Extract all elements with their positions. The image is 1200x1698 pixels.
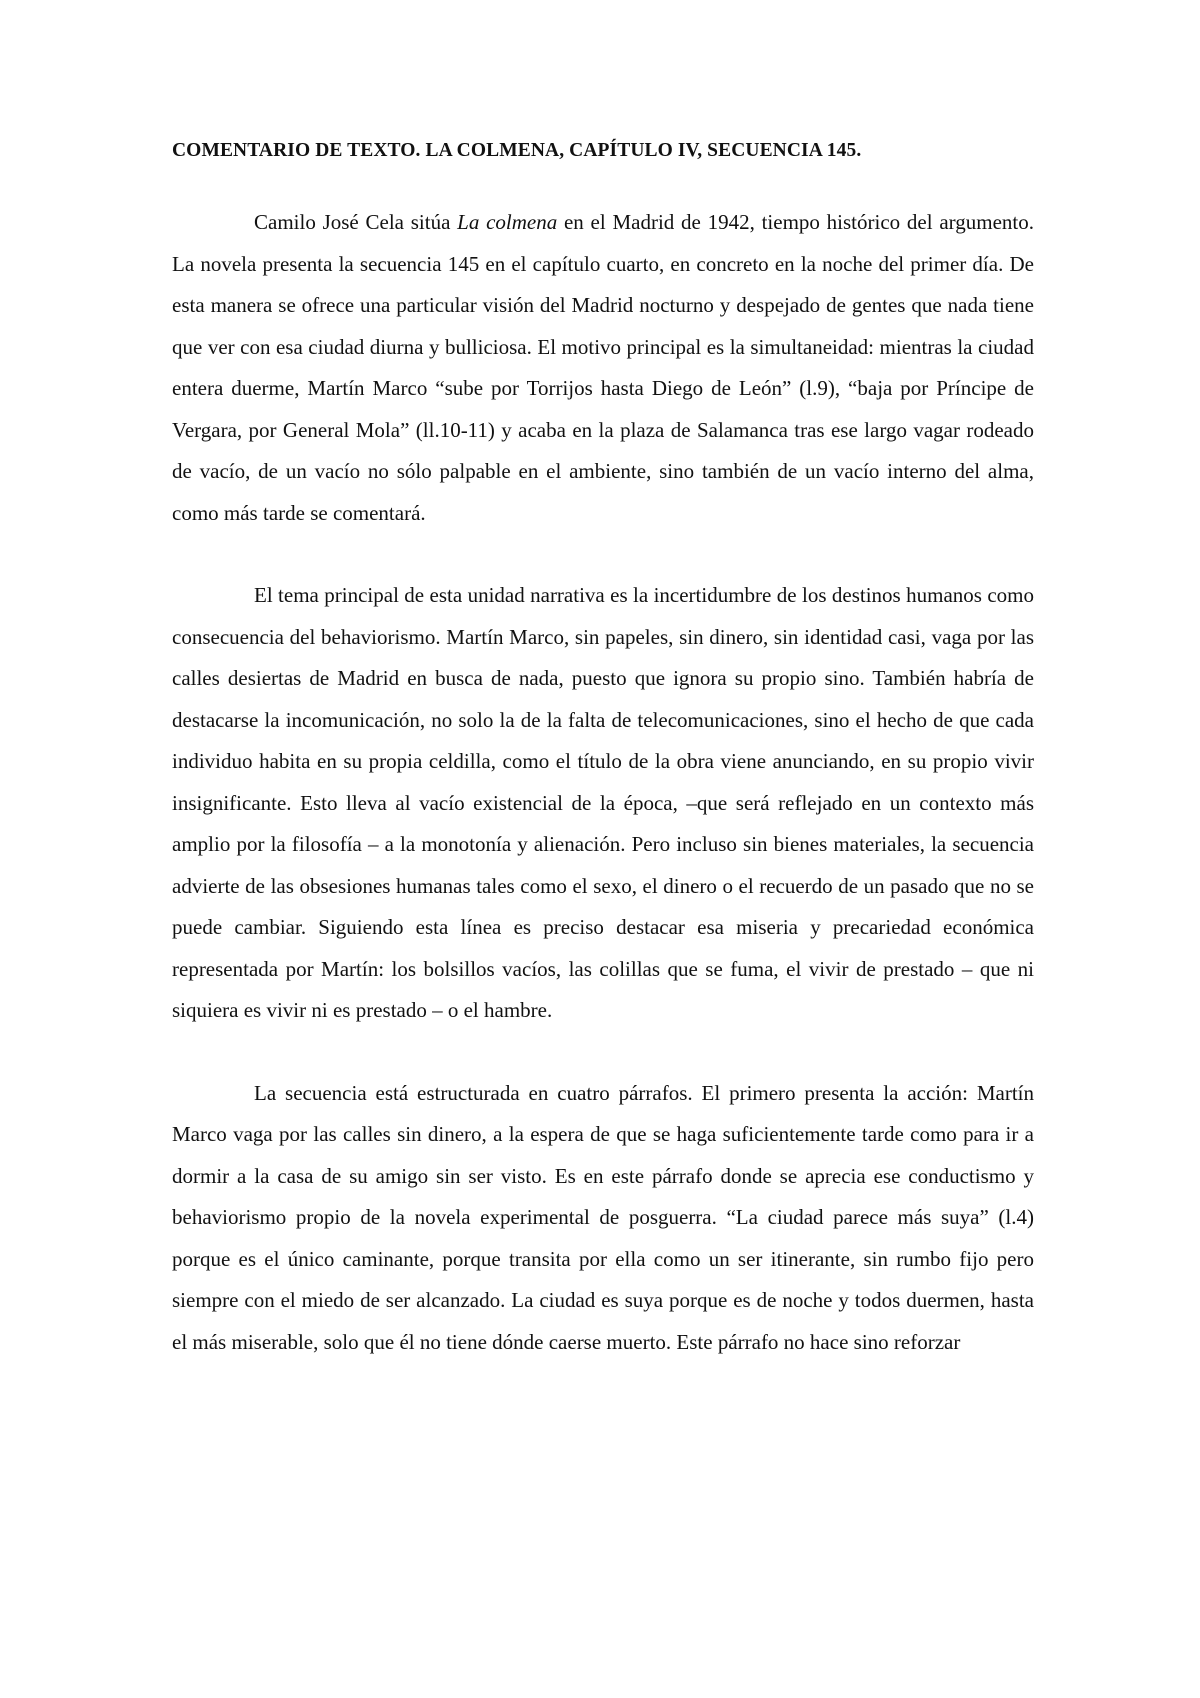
document-title: COMENTARIO DE TEXTO. LA COLMENA, CAPÍTULO IV, SECUENCIA 145. bbox=[172, 140, 862, 161]
paragraph-2: El tema principal de esta unidad narrativa es la incertidumbre de los destinos humanos como consecuencia del behaviorismo. Martín Marco, sin papeles, sin dinero, sin identidad casi, vaga por las calles desiertas de Madrid en busca de nada, puesto que ignora su propio sino. También habría de destacarse la incomunicación, no solo la de la falta de telecomunicaciones, sino el hecho de que cada individuo habita en su propia celdilla, como el título de la obra viene anunciando, en su propio vivir insignificante. Esto lleva al vacío existencial de la época, –que será reflejado en un contexto más amplio por la filosofía – a la monotonía y alienación. Pero incluso sin bienes materiales, la secuencia advierte de las obsesiones humanas tales como el sexo, el dinero o el recuerdo de un pasado que no se puede cambiar. Siguiendo esta línea es preciso destacar esa miseria y precariedad económica representada por Martín: los bolsillos vacíos, las colillas que se fuma, el vivir de prestado – que ni siquiera es vivir ni es prestado – o el hambre. bbox=[172, 583, 1034, 1022]
book-title-italic: La colmena bbox=[457, 210, 558, 234]
paragraph-1 bbox=[172, 202, 1034, 534]
paragraph-1-text-start: Camilo José Cela sitúa bbox=[254, 210, 458, 234]
document-page bbox=[172, 140, 1034, 1363]
paragraph-1-text-end: en el Madrid de 1942, tiempo histórico del argumento. La novela presenta la secuencia 145 en el capítulo cuarto, en concreto en la noche del primer día. De esta manera se ofrece una particular visión del Madrid nocturno y despejado de gentes que nada tiene que ver con esa ciudad diurna y bulliciosa. El motivo principal es la simultaneidad: mientras la ciudad entera duerme, Martín Marco “sube por Torrijos hasta Diego de León” (l.9), “baja por Príncipe de Vergara, por General Mola” (ll.10-11) y acaba en la plaza de Salamanca tras ese largo vagar rodeado de vacío, de un vacío no sólo palpable en el ambiente, sino también de un vacío interno del alma, como más tarde se comentará. bbox=[172, 210, 1034, 525]
paragraph-3: La secuencia está estructurada en cuatro párrafos. El primero presenta la acción: Martín Marco vaga por las calles sin dinero, a la espera de que se haga suficientemente tarde como para ir a dormir a la casa de su amigo sin ser visto. Es en este párrafo donde se aprecia ese conductismo y behaviorismo propio de la novela experimental de posguerra. “La ciudad parece más suya” (l.4) porque es el único caminante, porque transita por ella como un ser itinerante, sin rumbo fijo pero siempre con el miedo de ser alcanzado. La ciudad es suya porque es de noche y todos duermen, hasta el más miserable, solo que él no tiene dónde caerse muerto. Este párrafo no hace sino reforzar bbox=[172, 1080, 1034, 1354]
